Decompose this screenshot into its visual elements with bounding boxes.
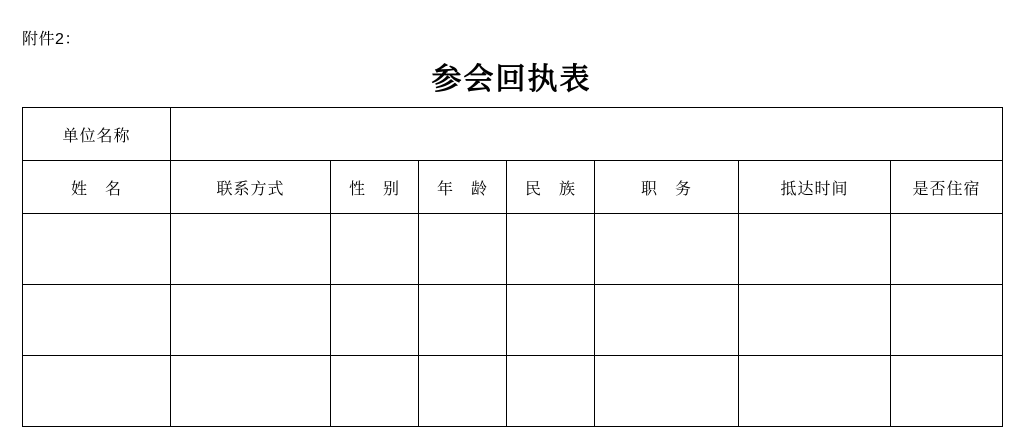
cell-age[interactable]: [419, 214, 507, 285]
table-row-header: [23, 161, 1003, 214]
unit-name-label: 单位名称: [23, 108, 171, 161]
cell-arrival-time[interactable]: [739, 214, 891, 285]
cell-name[interactable]: [23, 285, 171, 356]
column-header-age: 年 龄: [419, 161, 507, 214]
cell-gender[interactable]: [331, 285, 419, 356]
column-header-name: 姓 名: [23, 161, 171, 214]
cell-accommodation[interactable]: [891, 285, 1003, 356]
cell-gender[interactable]: [331, 356, 419, 427]
table-row: [23, 285, 1003, 356]
cell-position[interactable]: [595, 356, 739, 427]
column-header-contact: 联系方式: [171, 161, 331, 214]
cell-arrival-time[interactable]: [739, 356, 891, 427]
receipt-table: [22, 107, 1003, 427]
cell-age[interactable]: [419, 285, 507, 356]
cell-name[interactable]: [23, 214, 171, 285]
column-header-ethnicity: 民 族: [507, 161, 595, 214]
cell-position[interactable]: [595, 285, 739, 356]
cell-position[interactable]: [595, 214, 739, 285]
receipt-table-wrapper: [22, 107, 1002, 427]
unit-name-value[interactable]: [171, 108, 1003, 161]
cell-arrival-time[interactable]: [739, 285, 891, 356]
cell-name[interactable]: [23, 356, 171, 427]
page-title: 参会回执表: [431, 62, 592, 97]
cell-accommodation[interactable]: [891, 214, 1003, 285]
cell-ethnicity[interactable]: [507, 285, 595, 356]
cell-contact[interactable]: [171, 214, 331, 285]
cell-ethnicity[interactable]: [507, 356, 595, 427]
table-row: [23, 356, 1003, 427]
column-header-arrival-time: 抵达时间: [739, 161, 891, 214]
cell-contact[interactable]: [171, 356, 331, 427]
column-header-accommodation: 是否住宿: [891, 161, 1003, 214]
cell-age[interactable]: [419, 356, 507, 427]
cell-accommodation[interactable]: [891, 356, 1003, 427]
table-row-unit: [23, 108, 1003, 161]
cell-contact[interactable]: [171, 285, 331, 356]
column-header-gender: 性 别: [331, 161, 419, 214]
attachment-label: 附件2：: [22, 31, 81, 48]
column-header-position: 职 务: [595, 161, 739, 214]
cell-ethnicity[interactable]: [507, 214, 595, 285]
cell-gender[interactable]: [331, 214, 419, 285]
table-row: [23, 214, 1003, 285]
